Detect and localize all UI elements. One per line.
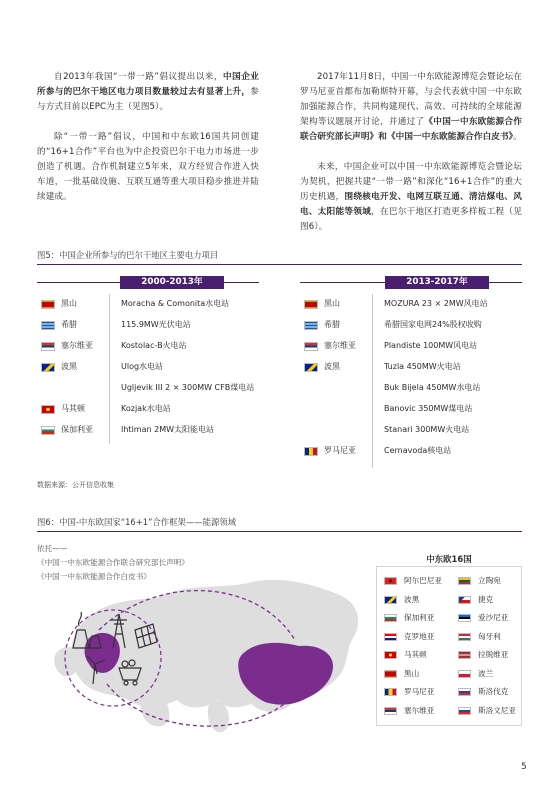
romania-flag-icon — [304, 447, 318, 456]
project-row — [300, 399, 530, 419]
basis-doc-1: 《中国一中东欧能源合作联合研究部长声明》 — [37, 558, 189, 567]
right-paragraph-1 — [300, 70, 522, 145]
period-left-label: 2000-2013年 — [141, 277, 203, 287]
right-p1-text: 2017年11月8日，中国一中东欧能源博览会暨论坛在罗马尼亚首都布加勒斯特开幕，与会代表就中国一中东欧加强能源合作，共同构建现代、高效、可持续的全球能源架构等议题展开讨论，并通过了 — [300, 72, 522, 127]
cee-country-item — [384, 684, 456, 700]
romania-flag-icon — [384, 688, 397, 696]
macedonia-flag-icon — [384, 651, 397, 659]
page-number: 5 — [521, 762, 527, 772]
figure5-title: 图5：中国企业所参与的巴尔干地区主要电力项目 — [37, 250, 219, 260]
project-country: 塞尔维亚 — [324, 341, 356, 350]
project-country: 希腊 — [61, 320, 77, 329]
project-row — [37, 294, 267, 314]
project-row — [300, 378, 530, 398]
hungary-flag-icon — [458, 633, 471, 641]
left-p1-text: 自2013年我国“一带一路”倡议提出以来， — [54, 72, 223, 82]
lithuania-flag-icon — [458, 577, 471, 585]
cee-country-name: 斯洛伐克 — [478, 687, 509, 696]
project-row — [37, 399, 267, 419]
cee-country-item — [384, 629, 456, 645]
cee-country-item — [458, 666, 530, 682]
cee-country-item — [384, 647, 456, 663]
cee16-box-title — [376, 553, 522, 565]
project-row — [37, 378, 267, 398]
project-row — [300, 315, 530, 335]
bulgaria-flag-icon — [384, 614, 397, 622]
cee-country-item — [458, 592, 530, 608]
cee-country-name: 爱沙尼亚 — [478, 613, 509, 622]
greece-flag-icon — [304, 321, 318, 330]
cee-country-item — [384, 592, 456, 608]
project-name: Cernavoda核电站 — [384, 446, 452, 455]
figure5-source: 数据来源：公开信息收集 — [37, 481, 114, 489]
cee-country-name: 阿尔巴尼亚 — [404, 576, 442, 585]
czech-flag-icon — [458, 596, 471, 604]
right-text-column — [300, 70, 522, 250]
cee-country-name: 塞尔维亚 — [404, 705, 435, 715]
cee-country-name: 马其顿 — [404, 650, 427, 659]
cee-country-name: 捷克 — [478, 594, 494, 604]
basis-label: 依托—— — [37, 544, 68, 553]
project-name: Plandiste 100MW风电站 — [384, 341, 478, 350]
bulgaria-flag-icon — [41, 426, 55, 435]
cee-country-item — [458, 610, 530, 626]
cee-country-name: 立陶宛 — [478, 576, 501, 585]
project-country: 黑山 — [61, 299, 77, 308]
cee-country-item — [458, 647, 530, 663]
greece-flag-icon — [41, 321, 55, 330]
serbia-flag-icon — [41, 342, 55, 351]
right-p2-text: 未来，中国企业可以中国一中东欧能源博览会暨论坛为契机，把握共建“一带一路”和深化“16+1合作”的重大历史机遇， — [300, 162, 522, 202]
project-name: Buk Bijela 450MW水电站 — [384, 383, 481, 392]
right-p2-end: ，在巴尔干地区打造更多样板工程（见图6）。 — [300, 207, 522, 232]
project-name: Moracha & Comonita水电站 — [121, 299, 230, 308]
figure5-title-rule — [37, 264, 522, 265]
bosnia-flag-icon — [384, 596, 397, 604]
project-name: MOZURA 23 × 2MW风电站 — [384, 299, 488, 308]
left-p1-rest: 参与方式目前以EPC为主（见图5）。 — [37, 87, 259, 112]
cee-country-item — [384, 610, 456, 626]
cee-country-name: 波黑 — [404, 594, 420, 604]
project-name: Tuzla 450MW火电站 — [384, 362, 461, 371]
project-name: Ulog水电站 — [121, 362, 164, 371]
slovakia-flag-icon — [458, 688, 471, 696]
cee-country-name: 匈牙利 — [478, 631, 501, 641]
left-p1-bold: 中国企业所参与的巴尔干地区电力项目数量较过去有显著上升， — [37, 72, 259, 97]
bosnia-flag-icon — [41, 363, 55, 372]
cee-country-item — [458, 573, 530, 589]
cee-country-name: 黑山 — [404, 668, 420, 678]
eurasia-map — [37, 560, 367, 740]
right-p1-bold: 《中国一中东欧能源合作联合研究部长声明》和《中国一中东欧能源合作白皮书》 — [300, 117, 522, 142]
project-row — [300, 420, 530, 440]
project-row — [37, 336, 267, 356]
project-row — [37, 357, 267, 377]
right-p1-end: 。 — [513, 132, 522, 142]
project-name: 希腊国家电网24%股权收购 — [384, 320, 482, 329]
albania-flag-icon — [384, 577, 397, 585]
left-paragraph-2: 除“一带一路”倡议，中国和中东欧16国共同创建的“16+1合作”平台也为中企投资巴尔干电力市场进一步创造了机遇。合作机制建立5年来，双方经贸合作进入快车道，一批基础设施、互联互通等重大项目稳步推进并陆续建成。 — [37, 132, 259, 202]
cee-country-item — [458, 703, 530, 719]
project-country: 马其顿 — [61, 404, 85, 413]
montenegro-flag-icon — [41, 300, 55, 309]
project-name: Kozjak水电站 — [121, 404, 171, 413]
project-row — [300, 441, 530, 461]
project-country: 波黑 — [324, 362, 340, 371]
basis-doc-2: 《中国一中东欧能源合作白皮书》 — [37, 572, 151, 581]
cee-country-item — [384, 703, 456, 719]
cee-country-item — [458, 629, 530, 645]
cee-country-item — [384, 573, 456, 589]
project-country: 塞尔维亚 — [61, 341, 93, 350]
project-country: 希腊 — [324, 320, 340, 329]
project-name: Stanari 300MW火电站 — [384, 425, 470, 434]
project-name: Kostolac-B火电站 — [121, 341, 187, 350]
figure6-title-rule — [37, 531, 522, 532]
project-row — [300, 294, 530, 314]
left-paragraph-1 — [37, 70, 259, 115]
cee-country-name: 波兰 — [478, 668, 494, 678]
slovenia-flag-icon — [458, 707, 471, 715]
serbia-flag-icon — [384, 707, 397, 715]
cee-country-name: 保加利亚 — [404, 613, 435, 622]
period-right-label: 2013-2017年 — [406, 277, 468, 287]
figure6-title: 图6：中国-中东欧国家“16+1”合作框架——能源领域 — [37, 517, 237, 527]
montenegro-flag-icon — [304, 300, 318, 309]
project-row — [300, 357, 530, 377]
cee-country-item — [384, 666, 456, 682]
project-row — [300, 336, 530, 356]
poland-flag-icon — [458, 670, 471, 678]
right-paragraph-2 — [300, 160, 522, 235]
bosnia-flag-icon — [304, 363, 318, 372]
project-name: Ugljevik III 2 × 300MW CFB煤电站 — [121, 383, 255, 392]
macedonia-flag-icon — [41, 405, 55, 414]
project-row — [37, 315, 267, 335]
project-name: 115.9MW光伏电站 — [121, 320, 191, 329]
cee-country-item — [458, 684, 530, 700]
serbia-flag-icon — [304, 342, 318, 351]
right-p2-bold: 围绕核电开发、电网互联互通、清洁煤电、风电、太阳能等领域 — [300, 192, 522, 217]
project-country: 波黑 — [61, 362, 77, 371]
estonia-flag-icon — [458, 614, 471, 622]
montenegro-flag-icon — [384, 670, 397, 678]
left-text-column — [37, 70, 259, 220]
project-name: Banovic 350MW煤电站 — [384, 404, 473, 413]
cee-country-name: 罗马尼亚 — [404, 687, 435, 696]
project-country: 黑山 — [324, 299, 340, 308]
cee-country-name: 斯洛文尼亚 — [478, 705, 516, 715]
project-country: 保加利亚 — [61, 425, 93, 434]
cee-country-name: 克罗地亚 — [404, 631, 435, 641]
latvia-flag-icon — [458, 651, 471, 659]
project-name: Ihtiman 2MW太阳能电站 — [121, 425, 214, 434]
project-country: 罗马尼亚 — [324, 446, 356, 455]
project-row — [37, 420, 267, 440]
cee16-title-text: 中东欧16国 — [421, 554, 476, 564]
cee-country-name: 拉脱维亚 — [478, 650, 509, 659]
croatia-flag-icon — [384, 633, 397, 641]
